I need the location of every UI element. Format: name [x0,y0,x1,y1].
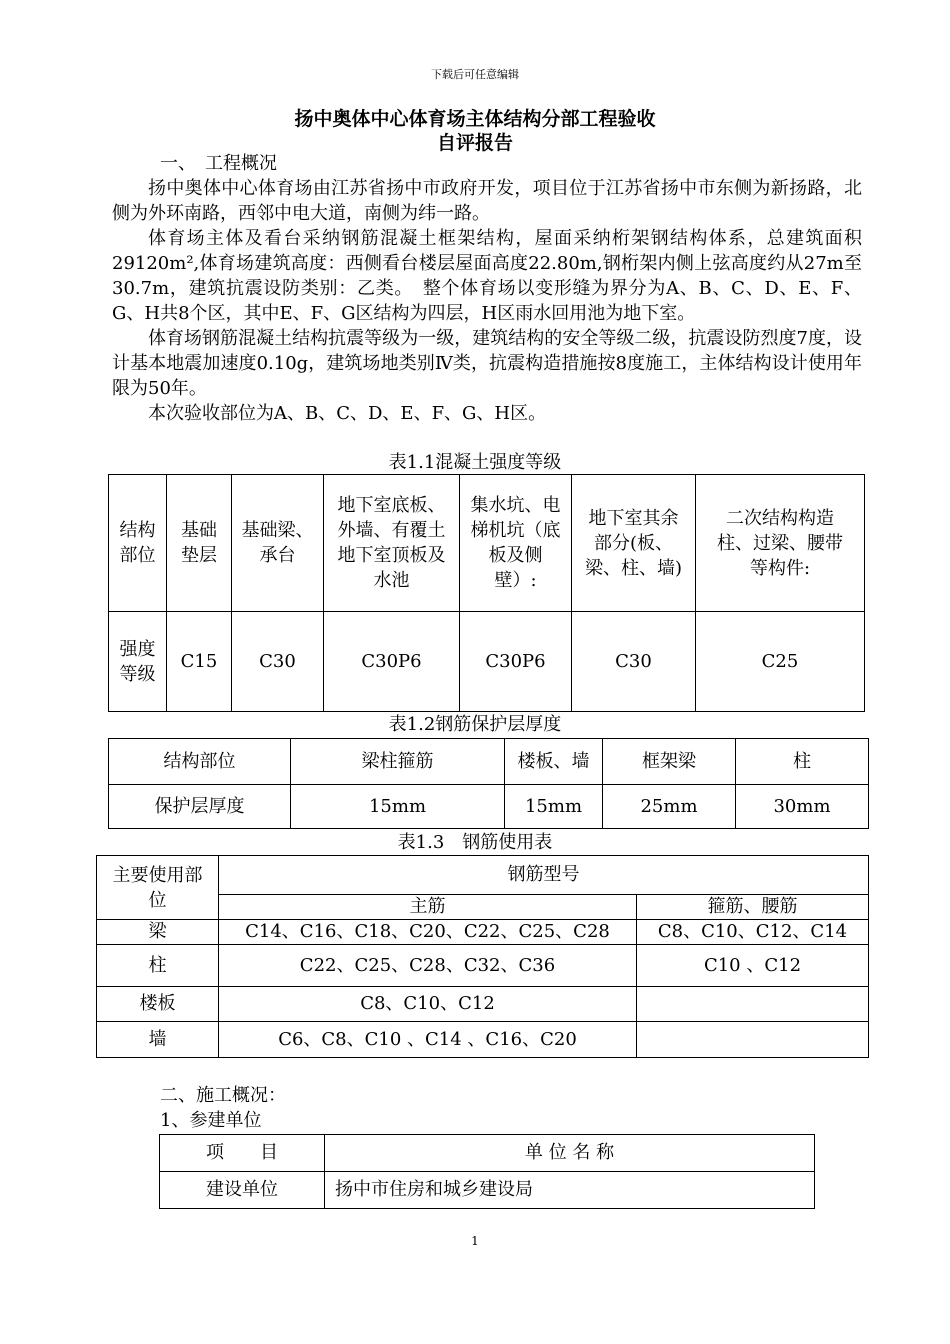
table-cell: 扬中市住房和城乡建设局 [325,1172,815,1209]
participants-table [159,1134,815,1209]
table-cell: 柱 [97,945,219,987]
table-cell: 15mm [291,785,505,829]
table-cell: 基础垫层 [167,475,232,612]
table-cell: 项 目 [160,1135,325,1172]
cover-thickness-table [108,738,869,829]
header-note: 下载后可任意编辑 [431,68,519,81]
table-cell: C30P6 [324,612,460,712]
rebar-usage-table [96,855,869,1058]
table-cell: C15 [167,612,232,712]
paragraph: 本次验收部位为A、B、C、D、E、F、G、H区。 [148,403,547,424]
table-cell: C14、C16、C18、C20、C22、C25、C28 [219,920,637,945]
section2-heading: 二、施工概况： [160,1085,286,1106]
table-cell: 地下室底板、外墙、有覆土地下室顶板及水池 [324,475,460,612]
table-cell: 15mm [505,785,603,829]
table-cell: 箍筋、腰筋 [637,895,869,920]
table-cell: 墙 [97,1022,219,1058]
table-cell: 楼板 [97,987,219,1022]
table-cell: C8、C10、C12 [219,987,637,1022]
table-cell: 钢筋型号 [219,856,869,895]
table-cell: 梁 [97,920,219,945]
page-number: 1 [471,1234,479,1248]
overview-text [112,176,862,426]
table-cell: C25 [696,612,865,712]
paragraph: 体育场主体及看台采纳钢筋混凝土框架结构，屋面采纳桁架钢结构体系，总建筑面积29120m²,体育场建筑高度：西侧看台楼层屋面高度22.80m,钢桁架内侧上弦高度约从27m至30.7m，建筑抗震设防类别：乙类。 整个体育场以变形缝为界分为A、B、C、D、E、F、G、H共8个区，其中E、F、G区结构为四层，H区雨水回用池为地下室。 [112,228,862,324]
table-cell: 集水坑、电梯机坑（底板及侧壁）: [460,475,572,612]
table-cell: 主筋 [219,895,637,920]
doc-title: 扬中奥体中心体育场主体结构分部工程验收 [294,108,656,130]
paragraph: 扬中奥体中心体育场由江苏省扬中市政府开发，项目位于江苏省扬中市东侧为新扬路，北侧为外环南路，西邻中电大道，南侧为纬一路。 [112,178,862,224]
table-cell: 结构部位 [109,739,291,785]
table2-caption: 表1.2钢筋保护层厚度 [388,714,562,735]
doc-subtitle: 自评报告 [436,132,513,154]
table-cell: 30mm [736,785,869,829]
table-cell: 二次结构构造柱、过梁、腰带等构件: [696,475,865,612]
table-cell: 柱 [736,739,869,785]
paragraph: 体育场钢筋混凝土结构抗震等级为一级，建筑结构的安全等级二级，抗震设防烈度7度，设计基本地震加速度0.10g，建筑场地类别Ⅳ类，抗震构造措施按8度施工，主体结构设计使用年限为50年。 [112,328,862,399]
table-cell: 25mm [603,785,736,829]
table-cell: 地下室其余部分(板、梁、柱、墙) [572,475,696,612]
table-cell: 保护层厚度 [109,785,291,829]
table1-caption: 表1.1混凝土强度等级 [388,452,562,473]
table-cell: 结构部位 [109,475,167,612]
table3-caption: 表1.3 钢筋使用表 [397,832,553,853]
table-cell: 梁柱箍筋 [291,739,505,785]
section1-heading: 一、 工程概况 [160,153,277,174]
table-cell: 基础梁、承台 [232,475,324,612]
table-cell: 楼板、墙 [505,739,603,785]
concrete-grade-table [108,474,865,712]
table-cell: C8、C10、C12、C14 [637,920,869,945]
table-cell: C10 、C12 [637,945,869,987]
table-cell: C22、C25、C28、C32、C36 [219,945,637,987]
table-cell [637,1022,869,1058]
table-cell: C30 [572,612,696,712]
section2-subheading: 1、参建单位 [160,1110,262,1131]
table-cell [637,987,869,1022]
table-cell: 建设单位 [160,1172,325,1209]
table-cell: C6、C8、C10 、C14 、C16、C20 [219,1022,637,1058]
table-cell: 强度等级 [109,612,167,712]
table-cell: 主要使用部位 [97,856,219,920]
table-cell: C30 [232,612,324,712]
table-cell: C30P6 [460,612,572,712]
table-cell: 单 位 名 称 [325,1135,815,1172]
table-cell: 框架梁 [603,739,736,785]
